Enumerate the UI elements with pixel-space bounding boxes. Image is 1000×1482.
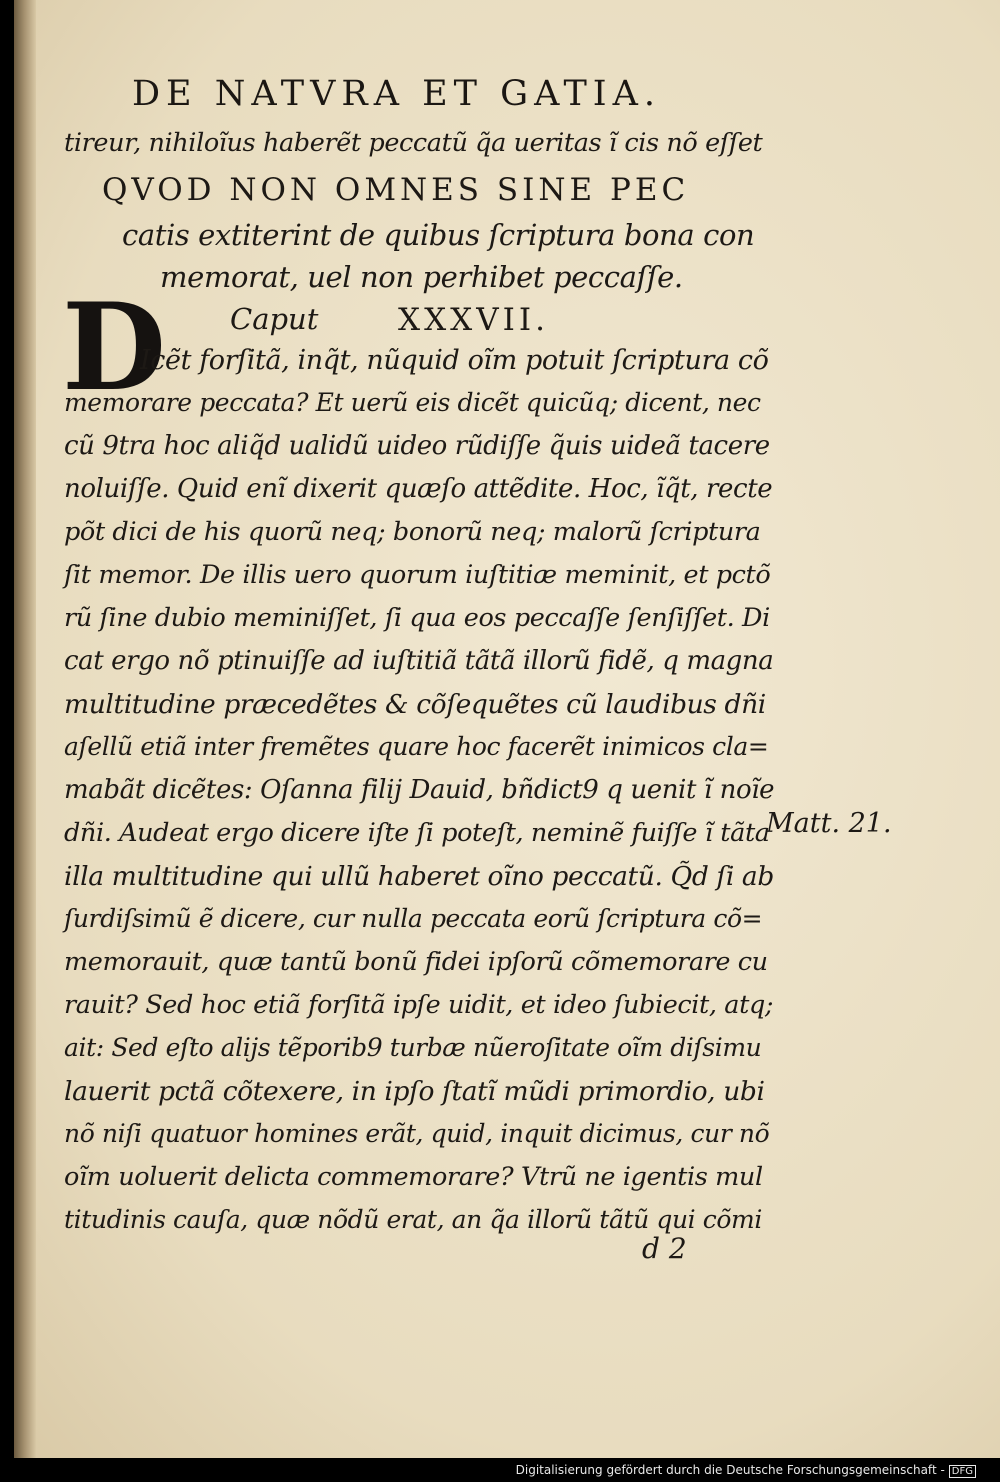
page-gutter-edge <box>14 0 36 1458</box>
chapter-heading-caps: QVOD NON OMNES SINE PEC <box>102 172 690 208</box>
body-line: multitudine præcedẽtes & cõſequẽtes cũ laudibus dñi <box>64 689 766 720</box>
chapter-heading-line: catis extiterint de quibus ſcriptura bona con <box>122 218 755 252</box>
digitization-credit <box>516 1463 976 1478</box>
body-line: põt dici de his quorũ neq; bonorũ neq; malorũ ſcriptura <box>64 517 761 547</box>
signature-mark: d 2 <box>642 1232 687 1265</box>
book-page <box>14 0 1000 1458</box>
dfg-logo: DFG <box>949 1465 976 1478</box>
body-line: Icẽt forſitã, inq̃t, nũquid oĩm potuit ſcriptura cõ <box>140 345 769 376</box>
running-head: DE NATVRA ET GATIA. <box>132 74 662 114</box>
body-line: illa multitudine qui ullũ haberet oĩno peccatũ. Q̃d ſi ab <box>64 861 774 892</box>
body-line: rauit? Sed hoc etiã forſitã ipſe uidit, et ideo ſubiecit, atq; <box>64 990 774 1020</box>
body-line: cũ 9tra hoc aliq̃d ualidũ uideo rũdiſſe q̃uis uideã tacere <box>64 431 770 461</box>
chapter-heading-line: memorat, uel non perhibet peccaſſe. <box>160 260 683 294</box>
body-line: ait: Sed eſto alijs tẽporib9 turbæ nũeroſitate oĩm diſsimu <box>64 1033 762 1062</box>
body-line: rũ ſine dubio meminiſſet, ſi qua eos peccaſſe ſenſiſſet. Di <box>64 603 770 633</box>
chapter-caput-label: Caput <box>230 302 319 336</box>
body-line: memorauit, quæ tantũ bonũ fidei ipſorũ cõmemorare cu <box>64 947 768 977</box>
body-line: dñi. Audeat ergo dicere iſte ſi poteſt, neminẽ fuiſſe ĩ tãta <box>64 818 770 848</box>
body-line: oĩm uoluerit delicta commemorare? Vtrũ ne igentis mul <box>64 1162 763 1192</box>
body-line: noluiſſe. Quid enĩ dixerit quæſo attẽdite. Hoc, ĩq̃t, recte <box>64 474 773 504</box>
chapter-number: XXXVII. <box>398 302 549 338</box>
marginal-note: Matt. 21. <box>766 808 892 839</box>
body-line: titudinis cauſa, quæ nõdũ erat, an q̃a illorũ tãtũ qui cõmi <box>64 1205 762 1234</box>
credit-text: Digitalisierung gefördert durch die Deutsche Forschungsgemeinschaft - <box>515 1463 945 1477</box>
body-line: aſellũ etiã inter fremẽtes quare hoc facerẽt inimicos cla= <box>64 732 769 761</box>
drop-cap-initial: D <box>62 277 167 418</box>
body-line: nõ niſi quatuor homines erãt, quid, inquit dicimus, cur nõ <box>64 1119 770 1148</box>
body-line: ſurdiſsimũ ẽ dicere, cur nulla peccata eorũ ſcriptura cõ= <box>64 904 763 933</box>
body-line: lauerit pctã cõtexere, in ipſo ſtatĩ mũdi primordio, ubi <box>64 1076 765 1107</box>
body-line: cat ergo nõ ptinuiſſe ad iuſtitiã tãtã illorũ fidẽ, q magna <box>64 646 774 676</box>
body-line: memorare peccata? Et uerũ eis dicẽt quicũq; dicent, nec <box>64 388 761 417</box>
body-line: tireur, nihiloĩus haberẽt peccatũ q̃a ueritas ĩ cis nõ eſſet <box>64 128 763 158</box>
body-line: mabãt dicẽtes: Oſanna filij Dauid, bñdict9 q uenit ĩ noĩe <box>64 775 775 805</box>
body-line: ſit memor. De illis uero quorum iuſtitiæ meminit, et pctõ <box>64 560 771 590</box>
